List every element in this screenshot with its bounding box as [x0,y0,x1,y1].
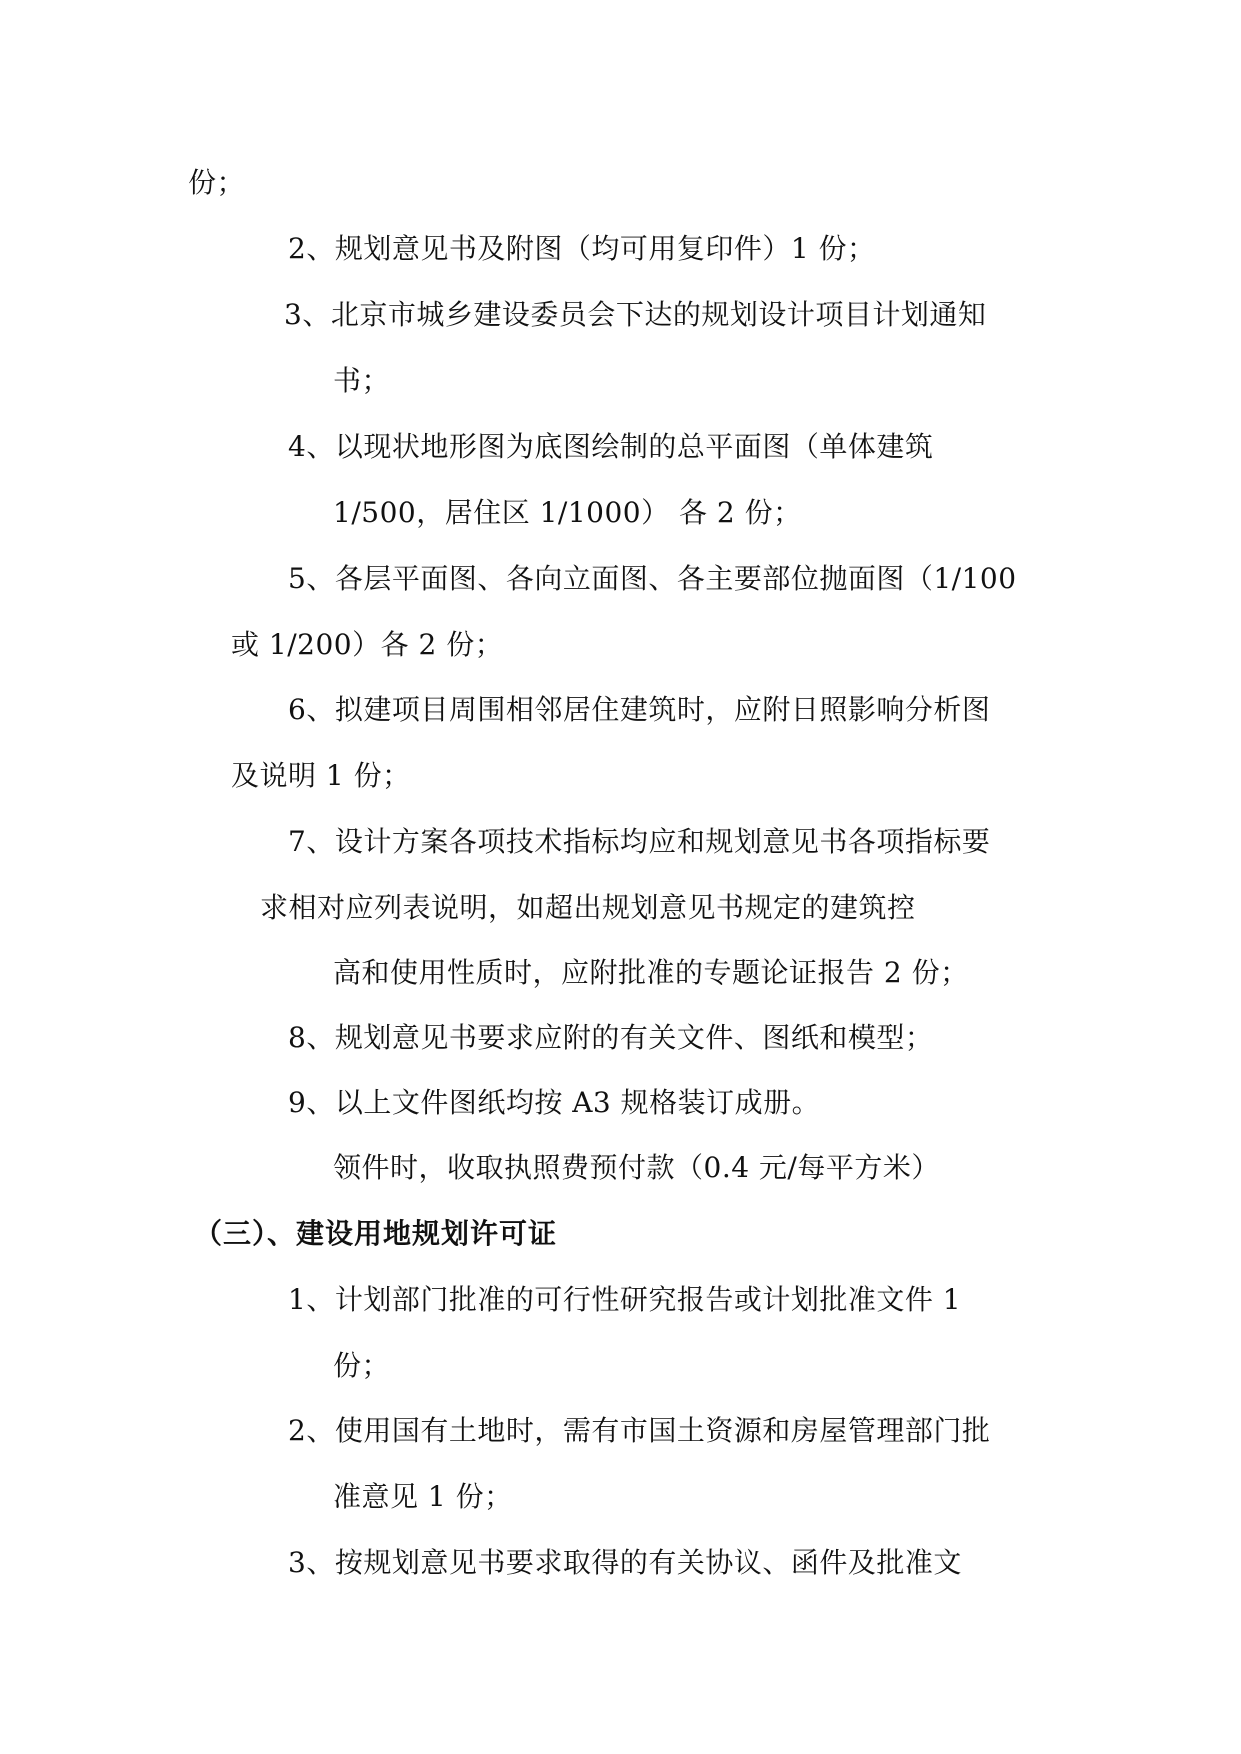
text-line: 份； [188,166,246,199]
list-item: 2、规划意见书及附图（均可用复印件）1 份； [288,232,876,265]
text-line: 及说明 1 份； [231,759,411,792]
list-item: 8、规划意见书要求应附的有关文件、图纸和模型； [288,1021,934,1054]
section-heading: （三）、建设用地规划许可证 [194,1217,558,1250]
list-item: 9、以上文件图纸均按 A3 规格装订成册。 [288,1086,821,1119]
text-line: 求相对应列表说明，如超出规划意见书规定的建筑控 [260,891,916,924]
text-line: 或 1/200）各 2 份； [231,628,504,661]
text-line: 准意见 1 份； [333,1480,513,1513]
list-item: 5、各层平面图、各向立面图、各主要部位抛面图（1/100 [288,562,1017,595]
list-item: 2、使用国有土地时，需有市国土资源和房屋管理部门批 [288,1414,991,1447]
text-line: 份； [333,1349,391,1382]
text-line: 1/500，居住区 1/1000） 各 2 份； [333,496,802,529]
list-item: 6、拟建项目周围相邻居住建筑时，应附日照影响分析图 [288,693,991,726]
list-item: 4、以现状地形图为底图绘制的总平面图（单体建筑 [288,430,934,463]
list-item: 1、计划部门批准的可行性研究报告或计划批准文件 1 [288,1283,962,1316]
list-item: 3、北京市城乡建设委员会下达的规划设计项目计划通知 [284,298,987,331]
text-line: 领件时，收取执照费预付款（0.4 元/每平方米） [333,1151,940,1184]
text-line: 高和使用性质时，应附批准的专题论证报告 2 份； [333,956,969,989]
text-line: 书； [333,364,391,397]
list-item: 3、按规划意见书要求取得的有关协议、函件及批准文 [288,1546,962,1579]
list-item: 7、设计方案各项技术指标均应和规划意见书各项指标要 [288,825,991,858]
